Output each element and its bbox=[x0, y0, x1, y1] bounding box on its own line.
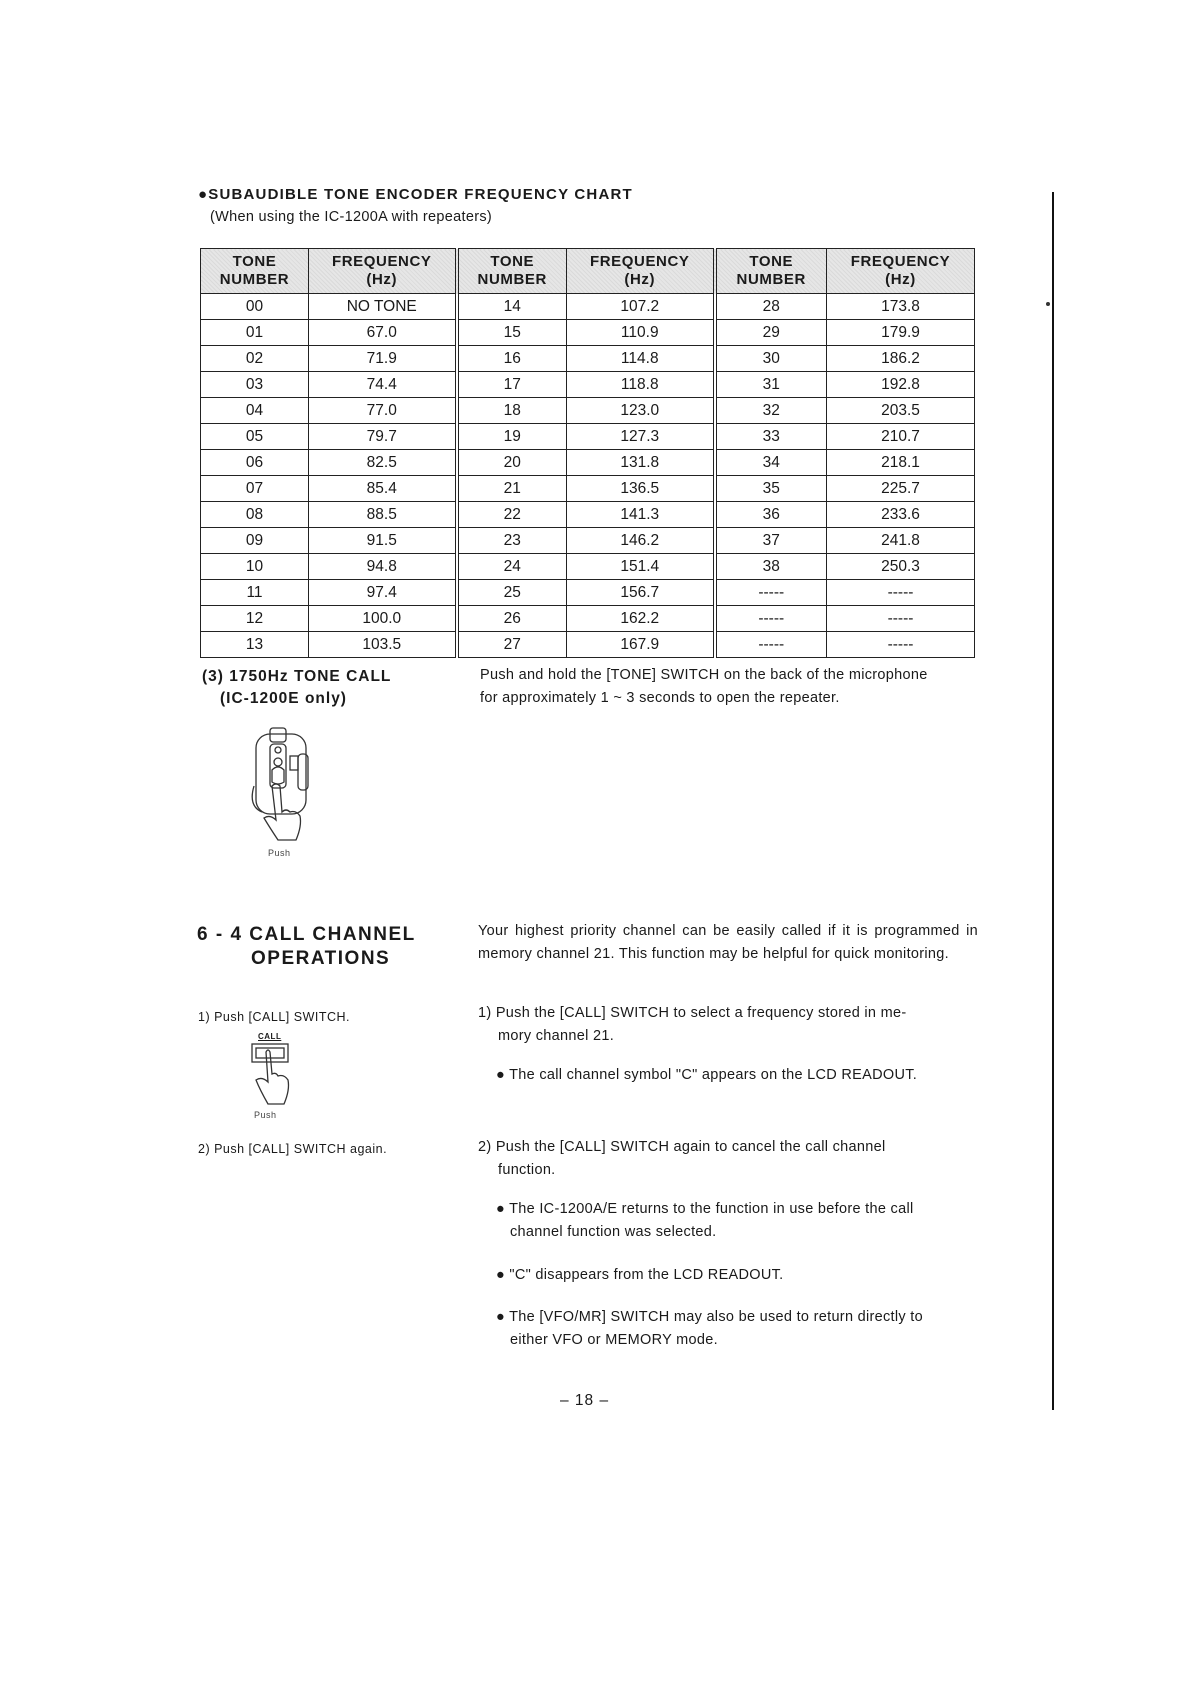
frequency-cell: ----- bbox=[827, 580, 975, 606]
tone-number-cell: 02 bbox=[201, 346, 309, 372]
microphone-hand-icon bbox=[246, 726, 336, 851]
tone-number-cell: 15 bbox=[457, 320, 567, 346]
call-channel-intro: Your highest priority channel can be easily called if it is programmed in memory channel 21. This function may be helpful for quick monitoring. bbox=[478, 923, 978, 962]
tone-number-cell: 22 bbox=[457, 502, 567, 528]
tone-number-cell: 11 bbox=[201, 580, 309, 606]
frequency-cell: 192.8 bbox=[827, 372, 975, 398]
tone-number-cell: 32 bbox=[715, 398, 827, 424]
header-tone-number: TONE NUMBER bbox=[201, 249, 309, 294]
table-row bbox=[201, 476, 975, 502]
frequency-cell: 156.7 bbox=[567, 580, 715, 606]
bullet-vfo-mr: ● The [VFO/MR] SWITCH may also be used to return directly to either VFO or MEMORY mode. bbox=[496, 1309, 923, 1348]
header-tone-number: TONE NUMBER bbox=[457, 249, 567, 294]
tone-number-cell: 24 bbox=[457, 554, 567, 580]
frequency-cell: 97.4 bbox=[309, 580, 457, 606]
tone-number-cell: 36 bbox=[715, 502, 827, 528]
frequency-cell: 103.5 bbox=[309, 632, 457, 658]
push-label: Push bbox=[254, 1110, 277, 1120]
scan-dot bbox=[1046, 302, 1050, 306]
tone-number-cell: ----- bbox=[715, 632, 827, 658]
step1-bullet: ● The call channel symbol "C" appears on the LCD READOUT. bbox=[496, 1067, 918, 1083]
frequency-cell: 218.1 bbox=[827, 450, 975, 476]
table-row bbox=[201, 346, 975, 372]
frequency-cell: 77.0 bbox=[309, 398, 457, 424]
frequency-cell: 88.5 bbox=[309, 502, 457, 528]
chart-title: ●SUBAUDIBLE TONE ENCODER FREQUENCY CHART bbox=[198, 186, 633, 203]
table-row bbox=[201, 606, 975, 632]
tone-number-cell: 30 bbox=[715, 346, 827, 372]
header-frequency: FREQUENCY (Hz) bbox=[567, 249, 715, 294]
bullet-returns: ● The IC-1200A/E returns to the function in use before the call channel function was selected. bbox=[496, 1201, 914, 1240]
frequency-cell: 141.3 bbox=[567, 502, 715, 528]
chart-subtitle: (When using the IC-1200A with repeaters) bbox=[210, 209, 492, 225]
frequency-cell: ----- bbox=[827, 632, 975, 658]
frequency-cell: 127.3 bbox=[567, 424, 715, 450]
tone-number-cell: 17 bbox=[457, 372, 567, 398]
header-frequency: FREQUENCY (Hz) bbox=[309, 249, 457, 294]
tone-number-cell: 00 bbox=[201, 294, 309, 320]
frequency-cell: 118.8 bbox=[567, 372, 715, 398]
tone-number-cell: 27 bbox=[457, 632, 567, 658]
tone-number-cell: 09 bbox=[201, 528, 309, 554]
frequency-cell: 241.8 bbox=[827, 528, 975, 554]
tone-call-heading: (3) 1750Hz TONE CALL (IC-1200E only) bbox=[202, 668, 392, 707]
table-header-row bbox=[201, 249, 975, 294]
tone-number-cell: 08 bbox=[201, 502, 309, 528]
tone-number-cell: ----- bbox=[715, 606, 827, 632]
frequency-cell: 67.0 bbox=[309, 320, 457, 346]
tone-number-cell: 37 bbox=[715, 528, 827, 554]
frequency-cell: 162.2 bbox=[567, 606, 715, 632]
frequency-cell: 151.4 bbox=[567, 554, 715, 580]
tone-number-cell: 07 bbox=[201, 476, 309, 502]
tone-number-cell: 01 bbox=[201, 320, 309, 346]
frequency-cell: 100.0 bbox=[309, 606, 457, 632]
frequency-cell: ----- bbox=[827, 606, 975, 632]
frequency-cell: 71.9 bbox=[309, 346, 457, 372]
frequency-cell: 225.7 bbox=[827, 476, 975, 502]
bullet-disappears: ● "C" disappears from the LCD READOUT. bbox=[496, 1267, 784, 1283]
frequency-cell: 82.5 bbox=[309, 450, 457, 476]
tone-number-cell: 29 bbox=[715, 320, 827, 346]
microphone-push-illustration bbox=[246, 726, 336, 866]
tone-number-cell: 23 bbox=[457, 528, 567, 554]
tone-frequency-table bbox=[200, 248, 975, 658]
tone-number-cell: 18 bbox=[457, 398, 567, 424]
step1-label: 1) Push [CALL] SWITCH. bbox=[198, 1010, 351, 1024]
frequency-cell: 136.5 bbox=[567, 476, 715, 502]
frequency-cell: 179.9 bbox=[827, 320, 975, 346]
tone-number-cell: 03 bbox=[201, 372, 309, 398]
table-row bbox=[201, 424, 975, 450]
table-row bbox=[201, 372, 975, 398]
tone-number-cell: 14 bbox=[457, 294, 567, 320]
table-row bbox=[201, 450, 975, 476]
frequency-cell: NO TONE bbox=[309, 294, 457, 320]
tone-number-cell: 26 bbox=[457, 606, 567, 632]
tone-number-cell: 12 bbox=[201, 606, 309, 632]
table-row bbox=[201, 528, 975, 554]
frequency-cell: 114.8 bbox=[567, 346, 715, 372]
frequency-cell: 110.9 bbox=[567, 320, 715, 346]
frequency-cell: 167.9 bbox=[567, 632, 715, 658]
table-row bbox=[201, 294, 975, 320]
frequency-cell: 94.8 bbox=[309, 554, 457, 580]
push-label: Push bbox=[268, 848, 291, 858]
frequency-cell: 173.8 bbox=[827, 294, 975, 320]
tone-number-cell: 38 bbox=[715, 554, 827, 580]
tone-number-cell: 21 bbox=[457, 476, 567, 502]
tone-number-cell: 31 bbox=[715, 372, 827, 398]
tone-number-cell: ----- bbox=[715, 580, 827, 606]
call-key-push-illustration bbox=[246, 1032, 306, 1122]
header-tone-number: TONE NUMBER bbox=[715, 249, 827, 294]
table-row bbox=[201, 632, 975, 658]
frequency-cell: 85.4 bbox=[309, 476, 457, 502]
table-row bbox=[201, 320, 975, 346]
tone-number-cell: 33 bbox=[715, 424, 827, 450]
step2-label: 2) Push [CALL] SWITCH again. bbox=[198, 1142, 388, 1156]
tone-number-cell: 20 bbox=[457, 450, 567, 476]
step1-text: 1) Push the [CALL] SWITCH to select a frequency stored in me- mory channel 21. bbox=[478, 1005, 907, 1044]
frequency-cell: 146.2 bbox=[567, 528, 715, 554]
frequency-cell: 131.8 bbox=[567, 450, 715, 476]
frequency-cell: 186.2 bbox=[827, 346, 975, 372]
tone-number-cell: 25 bbox=[457, 580, 567, 606]
page-number: – 18 – bbox=[560, 1392, 610, 1409]
tone-number-cell: 05 bbox=[201, 424, 309, 450]
frequency-cell: 74.4 bbox=[309, 372, 457, 398]
frequency-cell: 107.2 bbox=[567, 294, 715, 320]
frequency-cell: 203.5 bbox=[827, 398, 975, 424]
frequency-cell: 123.0 bbox=[567, 398, 715, 424]
table-row bbox=[201, 502, 975, 528]
frequency-cell: 233.6 bbox=[827, 502, 975, 528]
tone-call-body: Push and hold the [TONE] SWITCH on the back of the microphone for approximately 1 ~ 3 seconds to open the repeater. bbox=[480, 667, 928, 706]
tone-number-cell: 16 bbox=[457, 346, 567, 372]
table-row bbox=[201, 398, 975, 424]
tone-number-cell: 35 bbox=[715, 476, 827, 502]
section-heading: 6 - 4 CALL CHANNEL OPERATIONS bbox=[197, 924, 416, 969]
table-row bbox=[201, 554, 975, 580]
step2-text: 2) Push the [CALL] SWITCH again to cancel the call channel function. bbox=[478, 1139, 886, 1178]
header-frequency: FREQUENCY (Hz) bbox=[827, 249, 975, 294]
tone-number-cell: 13 bbox=[201, 632, 309, 658]
call-key-label: CALL bbox=[258, 1032, 282, 1041]
tone-number-cell: 04 bbox=[201, 398, 309, 424]
tone-number-cell: 19 bbox=[457, 424, 567, 450]
tone-number-cell: 10 bbox=[201, 554, 309, 580]
right-margin-rule bbox=[1052, 192, 1054, 1410]
tone-number-cell: 28 bbox=[715, 294, 827, 320]
frequency-cell: 250.3 bbox=[827, 554, 975, 580]
frequency-cell: 79.7 bbox=[309, 424, 457, 450]
frequency-cell: 91.5 bbox=[309, 528, 457, 554]
frequency-cell: 210.7 bbox=[827, 424, 975, 450]
tone-number-cell: 06 bbox=[201, 450, 309, 476]
table-row bbox=[201, 580, 975, 606]
tone-number-cell: 34 bbox=[715, 450, 827, 476]
